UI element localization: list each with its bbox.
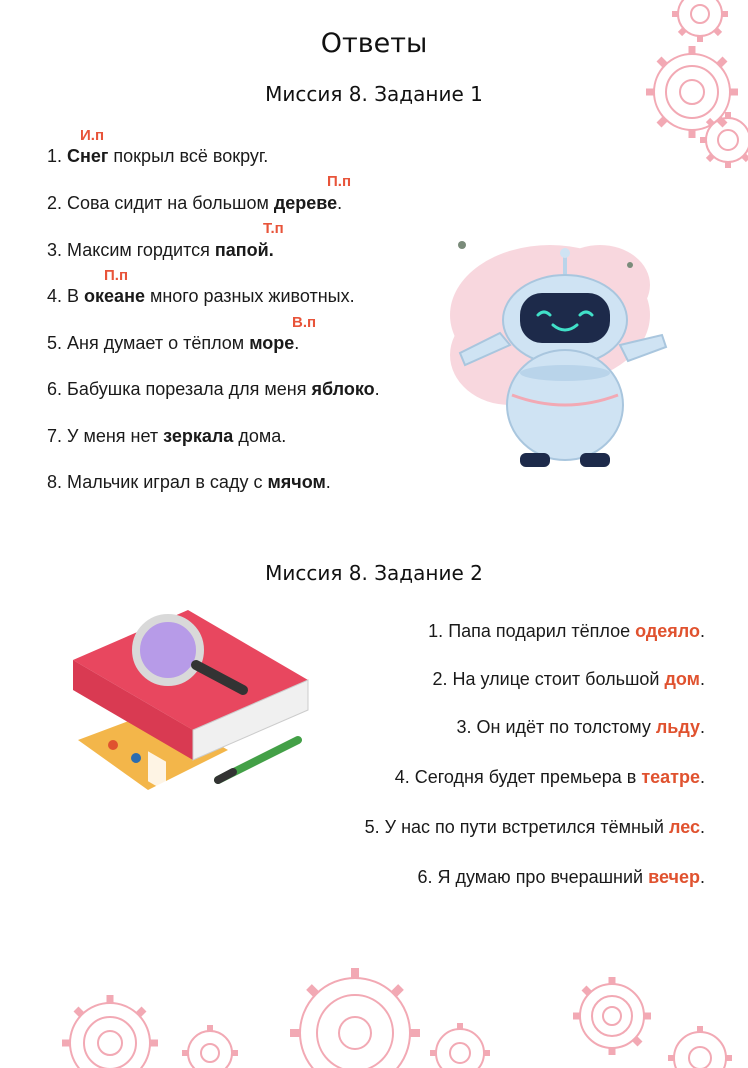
case-label: И.п xyxy=(80,127,105,144)
task2-sentence-3: 3. Он идёт по толстому льду. xyxy=(456,717,705,737)
case-label: П.п xyxy=(327,173,352,190)
gears-bottom-icon xyxy=(0,928,748,1068)
task1-sentence-5: 5. Аня думает о тёплом море. xyxy=(47,333,300,353)
task1-sentence-3: 3. Максим гордится папой. xyxy=(47,240,274,260)
task1-sentence-8: 8. Мальчик играл в саду с мячом. xyxy=(47,472,331,492)
task1-sentence-4: 4. В океане много разных животных. xyxy=(47,286,355,306)
case-label: В.п xyxy=(292,314,317,331)
case-label: Т.п xyxy=(263,220,284,237)
robot-icon xyxy=(440,225,680,485)
task1-sentence-2: 2. Сова сидит на большом дереве. xyxy=(47,193,343,213)
page-title: Ответы xyxy=(320,28,428,59)
task2-sentence-5: 5. У нас по пути встретился тёмный лес. xyxy=(364,817,705,837)
task1-title: Миссия 8. Задание 1 xyxy=(265,82,483,106)
case-study-folder-icon xyxy=(68,610,318,810)
task2-sentence-1: 1. Папа подарил тёплое одеяло. xyxy=(428,621,705,641)
task2-title: Миссия 8. Задание 2 xyxy=(265,561,483,585)
task2-sentence-4: 4. Сегодня будет премьера в театре. xyxy=(394,767,705,787)
case-label: П.п xyxy=(104,267,129,284)
task1-sentence-6: 6. Бабушка порезала для меня яблоко. xyxy=(47,379,380,399)
task2-sentence-6: 6. Я думаю про вчерашний вечер. xyxy=(417,867,705,887)
task1-sentence-7: 7. У меня нет зеркала дома. xyxy=(47,426,287,446)
task1-sentence-1: 1. Снег покрыл всё вокруг. xyxy=(47,146,269,166)
task2-sentence-2: 2. На улице стоит большой дом. xyxy=(432,669,705,689)
